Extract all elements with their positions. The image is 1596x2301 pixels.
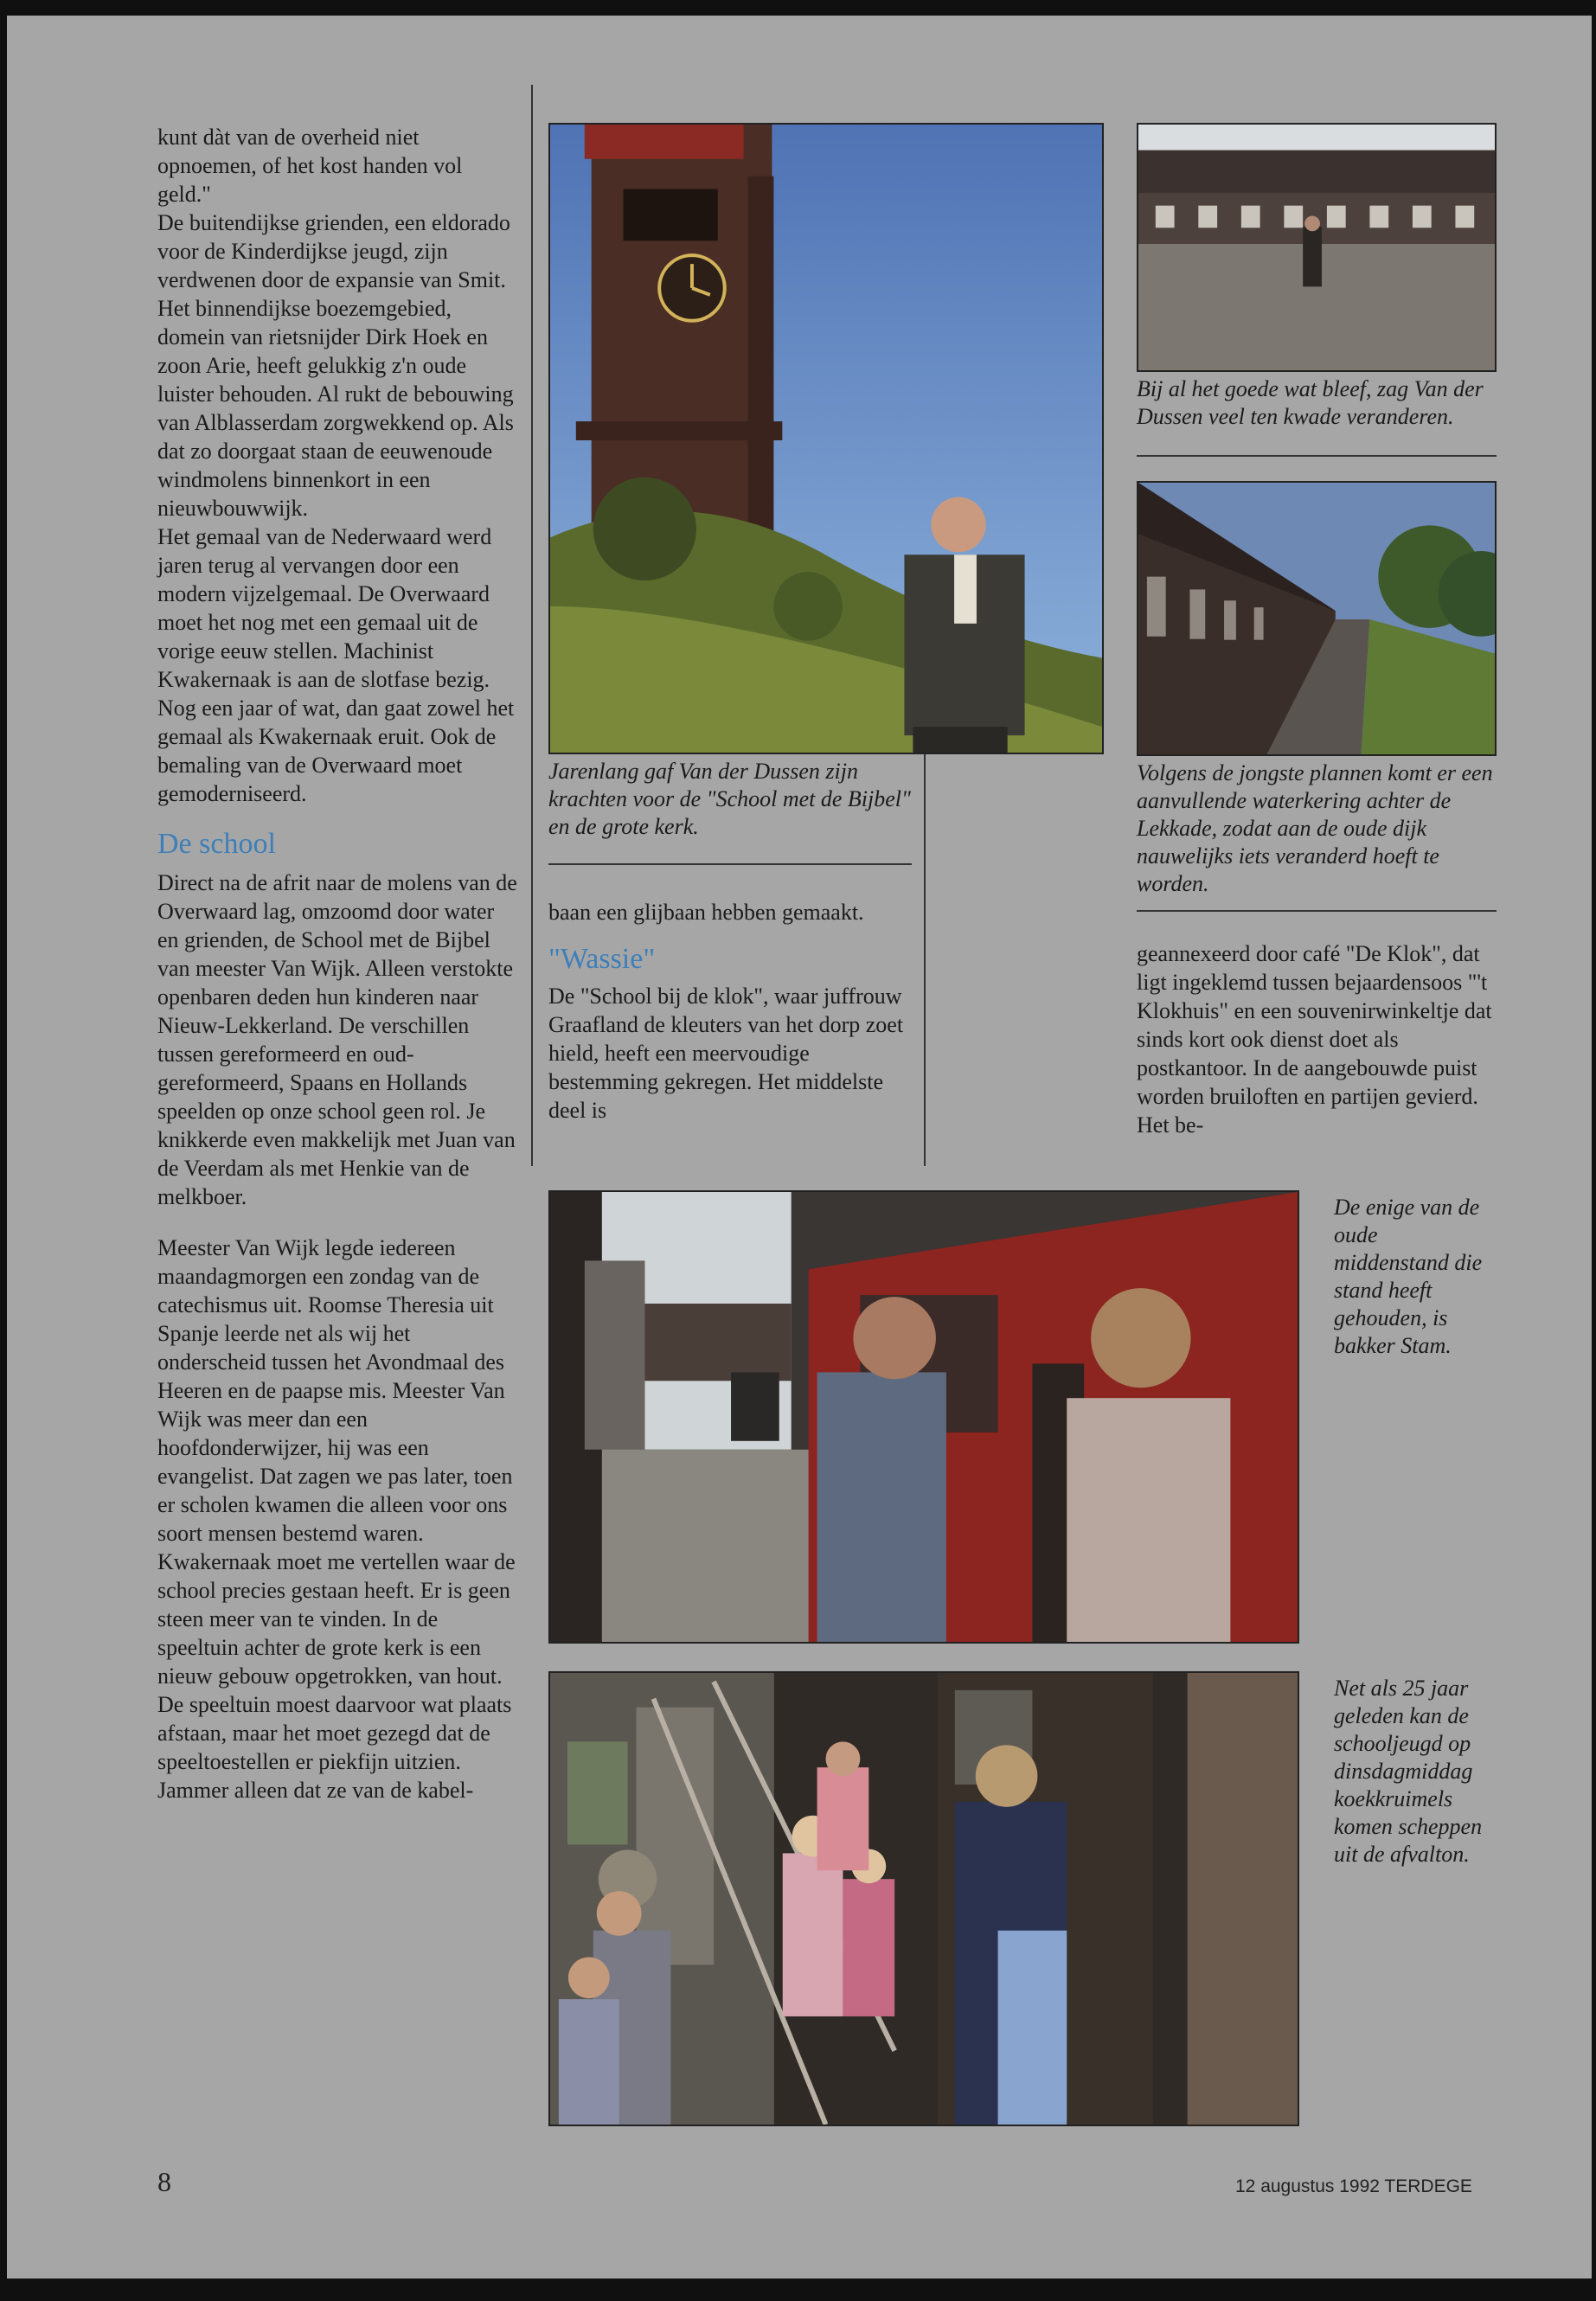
church-tower-photo xyxy=(548,123,1104,754)
baker-caption: De enige van de oude middenstand die stand heeft gehouden, is bakker Stam. xyxy=(1334,1195,1483,1358)
tower-caption: Jarenlang gaf Van der Dussen zijn krachten voor de "School met de Bijbel" en de grote kerk. xyxy=(548,759,911,839)
row-houses-photo xyxy=(1137,123,1497,372)
left-column xyxy=(157,123,521,1804)
section-heading-school: De school xyxy=(157,828,276,860)
section-heading-wassie: "Wassie" xyxy=(548,943,656,975)
left-paragraph-1: De buitendijkse grienden, een eldorado voor de Kinderdijkse jeugd, zijn verdwenen door de expansie van Smit. Het binnendijkse boezemgebied, domein van rietsnijder Dirk Hoek en zoon Arie, heeft gelukkig z'n oude luister behouden. Al rukt de bebouwing van Alblasserdam zorgwekkend op. Als dat zo doorgaat staan de eeuwenoude windmolens binnenkort in een nieuwbouwwijk. xyxy=(157,210,514,521)
right-column xyxy=(1137,939,1497,1139)
left-paragraph-2: Het gemaal van de Nederwaard werd jaren terug al vervangen door een modern vijzelgemaal. De Overwaard moet het nog met een gemaal uit de vorige eeuw stellen. Machinist Kwakernaak is aan de slotfase bezig. Nog een jaar of wat, dan gaat zowel het gemaal als Kwakernaak eruit. Ook de bemaling van de Overwaard moet gemoderniseerd. xyxy=(157,524,515,806)
bakery-van-photo xyxy=(548,1190,1299,1644)
column-divider-mid xyxy=(924,751,926,1166)
right-caption-rule-1 xyxy=(1137,455,1497,457)
left-paragraph-4: Meester Van Wijk legde iedereen maandagmorgen een zondag van de catechismus uit. Roomse Theresia uit Spanje leerde net als wij het onderscheid tussen het Avondmaal des Heeren en de paapse mis. Meester Van Wijk was meer dan een hoofdonderwijzer, hij was een evangelist. Dat zagen we pas later, toen er scholen kwamen die alleen voor ons soort mensen bestemd waren. Kwakernaak moet me vertellen waar de school precies gestaan heeft. Er is geen steen meer van te vinden. In de speeltuin achter de grote kerk is een nieuw gebouw opgetrokken, van hout. De speeltuin moest daarvoor wat plaats afstaan, maar het moet gezegd dat de speeltoestellen er piekfijn uitzien. Jammer alleen dat ze van de kabel- xyxy=(157,1235,516,1803)
left-intro: kunt dàt van de overheid niet opnoemen, of het kost handen vol geld." xyxy=(157,125,463,207)
column-divider-left xyxy=(531,85,533,1166)
left-paragraph-3: Direct na de afrit naar de molens van de Overwaard lag, omzoomd door water en grienden, de School met de Bijbel van meester Van Wijk. Alleen verstokte openbaren deden hun kinderen naar Nieuw-Lekkerland. De verschillen tussen gereformeerd en oud-gereformeerd, Spaans en Hollands speelden op onze school geen rol. Je knikkerde even makkelijk met Juan van de Veerdam als met Henkie van de melkboer. xyxy=(157,870,517,1209)
mid-paragraph-2: De "School bij de klok", waar juffrouw Graafland de kleuters van het dorp zoet hield, heeft een meervoudige bestemming gekregen. Het middelste deel is xyxy=(548,984,904,1123)
magazine-page xyxy=(7,16,1592,2279)
children-stairs-photo xyxy=(548,1671,1299,2126)
dike-caption: Volgens de jongste plannen komt er een aanvullende waterkering achter de Lekkade, zodat aan de oude dijk nauwelijks iets veranderd hoeft te worden. xyxy=(1137,760,1493,896)
row-houses-caption: Bij al het goede wat bleef, zag Van der Dussen veel ten kwade veranderen. xyxy=(1137,376,1484,429)
right-paragraph-1: geannexeerd door café "De Klok", dat ligt ingeklemd tussen bejaardensoos "'t Klokhuis" en een souvenirwinkeltje dat sinds kort ook dienst doet als postkantoor. In de aangebouwde puist worden bruiloften en partijen gevierd. Het be- xyxy=(1137,941,1492,1138)
dike-houses-photo xyxy=(1137,481,1497,756)
right-caption-rule-2 xyxy=(1137,910,1497,912)
mid-column xyxy=(548,898,912,1125)
issue-line: 12 augustus 1992 TERDEGE xyxy=(1235,2176,1472,2196)
mid-caption-rule xyxy=(548,863,912,865)
children-caption: Net als 25 jaar geleden kan de schooljeugd op dinsdagmiddag koekkruimels komen scheppen uit de afvalton. xyxy=(1334,1676,1483,1867)
mid-paragraph-1: baan een glijbaan hebben gemaakt. xyxy=(548,900,864,925)
page-number: 8 xyxy=(157,2166,171,2197)
